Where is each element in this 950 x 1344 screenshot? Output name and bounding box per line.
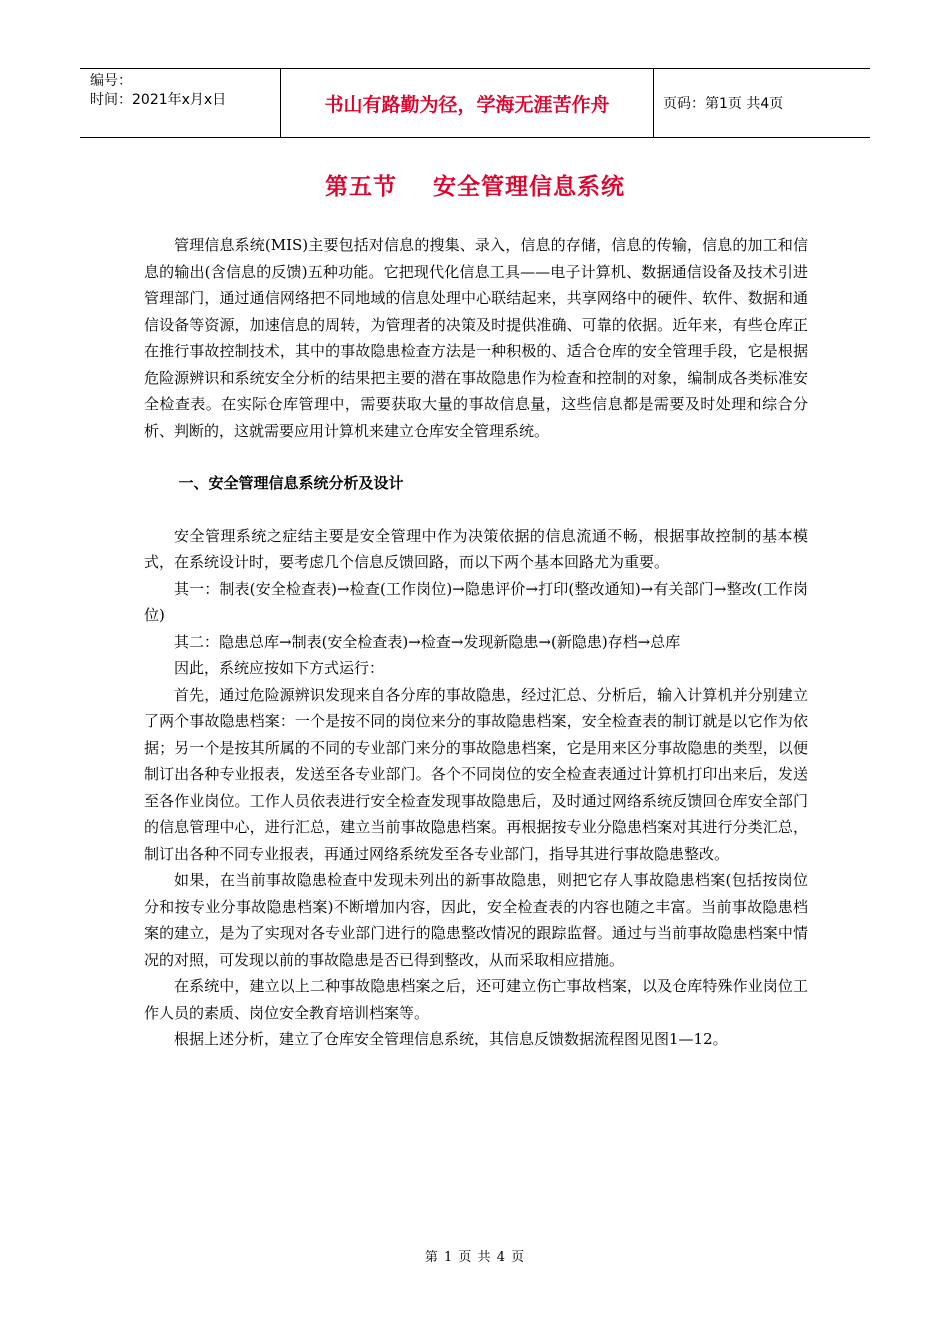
- intro-paragraph: 管理信息系统(MIS)主要包括对信息的搜集、录入，信息的存储，信息的传输，信息的加工和信息的输出(含信息的反馈)五种功能。它把现代化信息工具——电子计算机、数据通信设备及技术引进管理部门，通过通信网络把不同地域的信息处理中心联结起来，共享网络中的硬件、软件、数据和通信设备等资源，加速信息的周转，为管理者的决策及时提供准确、可靠的依据。近年来，有些仓库正在推行事故控制技术，其中的事故隐患检查方法是一种积极的、适合仓库的安全管理手段，它是根据危险源辨识和系统安全分析的结果把主要的潜在事故隐患作为检查和控制的对象，编制成各类标准安全检查表。在实际仓库管理中，需要获取大量的事故信息量，这些信息都是需要及时处理和综合分析、判断的，这就需要应用计算机来建立仓库安全管理系统。: [144, 236, 808, 440]
- body-paragraph: 根据上述分析，建立了仓库安全管理信息系统，其信息反馈数据流程图见图1—12。: [174, 1030, 728, 1048]
- section-title: 第五节 安全管理信息系统: [324, 174, 626, 200]
- section-heading: 一、安全管理信息系统分析及设计: [178, 474, 404, 492]
- body-paragraph: 安全管理系统之症结主要是安全管理中作为决策依据的信息流通不畅，根据事故控制的基本模式，在系统设计时，要考虑几个信息反馈回路，而以下两个基本回路尤为重要。: [144, 526, 808, 571]
- body-paragraph: 首先，通过危险源辨识发现来自各分库的事故隐患，经过汇总、分析后，输入计算机并分别建立了两个事故隐患档案：一个是按不同的岗位来分的事故隐患档案，安全检查表的制订就是以它作为依据；另一个是按其所属的不同的专业部门来分的事故隐患档案，它是用来区分事故隐患的类型，以便制订出各种专业报表，发送至各专业部门。各个不同岗位的安全检查表通过计算机打印出来后，发送至各作业岗位。工作人员依表进行安全检查发现事故隐患后，及时通过网络系统反馈回仓库安全部门的信息管理中心，进行汇总，建立当前事故隐患档案。再根据按专业分隐患档案对其进行分类汇总，制订出各种不同专业报表，再通过网络系统发至各专业部门，指导其进行事故隐患整改。: [144, 685, 808, 863]
- header-meta: [80, 69, 281, 137]
- body-paragraph: 因此，系统应按如下方式运行：: [174, 659, 385, 677]
- spacer: [144, 444, 808, 470]
- page-footer: 第 1 页 共 4 页: [424, 1250, 526, 1265]
- document-body: [144, 232, 808, 1053]
- document-number-label: 编号：: [90, 73, 132, 89]
- body-paragraph: 如果，在当前事故隐患检查中发现未列出的新事故隐患，则把它存人事故隐患档案(包括按岗位分和按专业分事故隐患档案)不断增加内容，因此，安全检查表的内容也随之丰富。当前事故隐患档案的建立，是为了实现对各专业部门进行的隐患整改情况的跟踪监督。通过与当前事故隐患档案中情况的对照，可发现以前的事故隐患是否已得到整改，从而采取相应措施。: [144, 871, 808, 969]
- body-paragraph: 其一：制表(安全检查表)→检查(工作岗位)→隐患评价→打印(整改通知)→有关部门→整改(工作岗位): [144, 579, 808, 624]
- header-page-info: 页码：第1页 共4页: [663, 96, 784, 112]
- spacer: [144, 497, 808, 523]
- page-header: [80, 68, 870, 138]
- body-paragraph: 在系统中，建立以上二种事故隐患档案之后，还可建立伤亡事故档案，以及仓库特殊作业岗位工作人员的素质、岗位安全教育培训档案等。: [144, 977, 808, 1022]
- body-paragraph: 其二：隐患总库→制表(安全检查表)→检查→发现新隐患→(新隐患)存档→总库: [174, 632, 681, 651]
- document-time-label: 时间：2021年x月x日: [90, 92, 227, 108]
- header-motto: 书山有路勤为径，学海无涯苦作舟: [281, 69, 654, 137]
